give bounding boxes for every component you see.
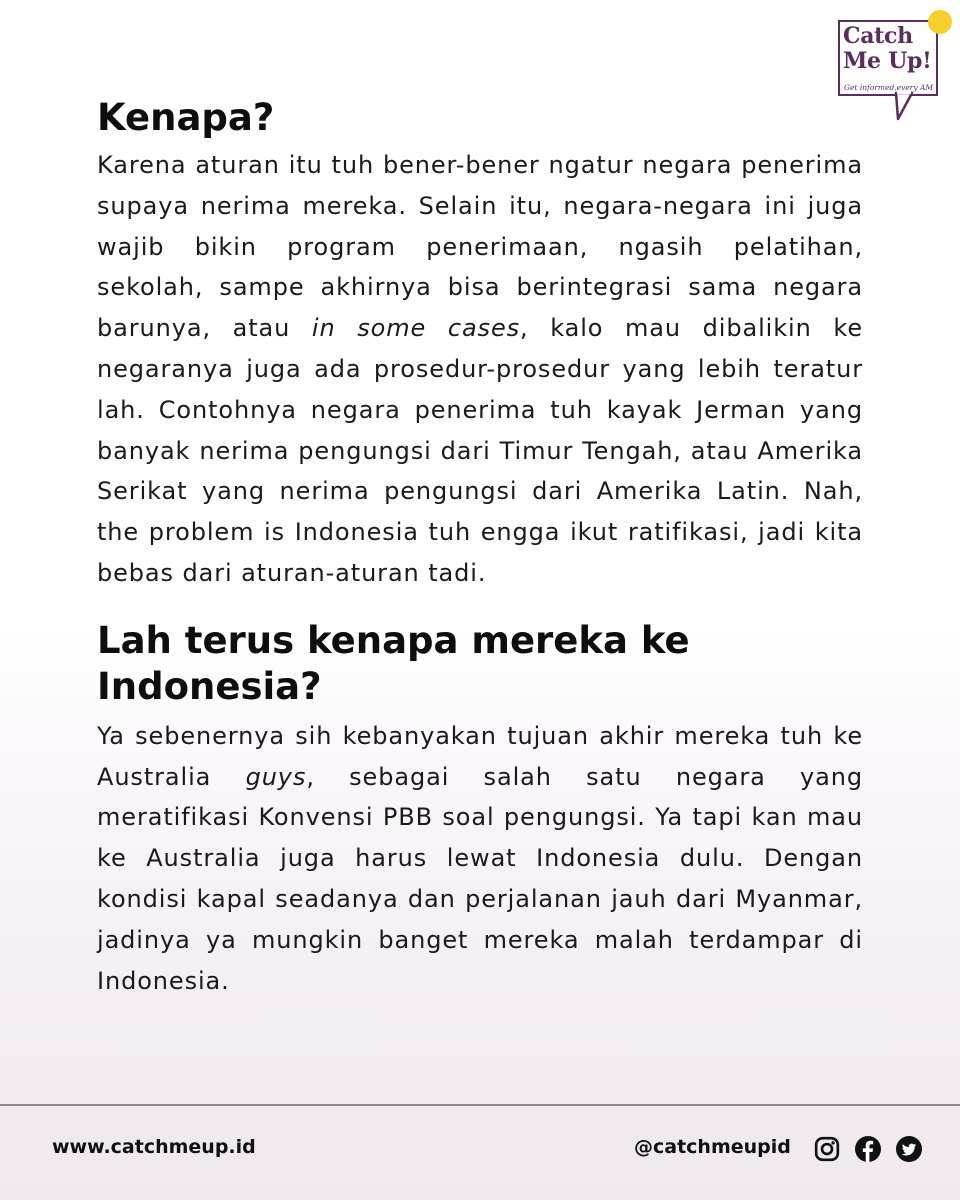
instagram-icon[interactable] bbox=[814, 1136, 840, 1162]
logo-yellow-dot bbox=[928, 10, 952, 34]
logo-line-1: Catch bbox=[843, 23, 913, 49]
website-link[interactable]: www.catchmeup.id bbox=[52, 1136, 256, 1158]
heading-line-1: Lah terus kenapa mereka ke bbox=[97, 618, 690, 662]
logo-speech-tail bbox=[894, 93, 920, 121]
body-text: , kalo mau dibalikin ke negaranya juga ada prosedur-prosedur yang lebih teratur lah. Contohnya negara penerima tuh kayak Jerman yang banyak nerima pengungsi dari Timur Tengah, atau Amerika Serikat yang nerima pengungsi dari Amerika Latin. Nah, the problem is Indonesia tuh engga ikut ratifikasi, jadi kita bebas dari aturan-aturan tadi. bbox=[97, 314, 863, 587]
body-italic-text: guys bbox=[245, 762, 307, 791]
social-handle[interactable]: @catchmeupid bbox=[634, 1136, 791, 1158]
logo-tagline: Get informed,every AM bbox=[844, 83, 934, 92]
facebook-icon[interactable] bbox=[855, 1136, 881, 1162]
body-text: , sebagai salah satu negara yang meratifikasi Konvensi PBB soal pengungsi. Ya tapi kan mau ke Australia juga harus lewat Indonesia dulu. Dengan kondisi kapal seadanya dan perjalanan jauh dari Myanmar, jadinya ya mungkin banget mereka malah terdampar di Indonesia. bbox=[97, 762, 864, 995]
body-text: Ya sebenernya sih kebanyakan tujuan akhir mereka tuh ke Australia bbox=[97, 721, 863, 791]
body-text: Karena aturan itu tuh bener-bener ngatur negara penerima supaya nerima mereka. Selain itu, negara-negara ini juga wajib bikin program penerimaan, ngasih pelatihan, sekolah, sampe akhirnya bisa berintegrasi sama negara barunya, atau bbox=[97, 151, 863, 343]
article-content bbox=[97, 95, 863, 1001]
logo-wordmark bbox=[843, 24, 931, 74]
section-heading-indonesia bbox=[97, 618, 863, 710]
brand-logo bbox=[838, 20, 942, 100]
logo-line-2: Me Up! bbox=[843, 48, 932, 74]
section-body-indonesia bbox=[97, 716, 863, 1002]
section-heading-kenapa: Kenapa? bbox=[97, 96, 275, 139]
footer-divider bbox=[0, 1104, 960, 1106]
section-body-kenapa bbox=[97, 145, 863, 594]
body-italic-text: in some cases bbox=[311, 314, 521, 343]
heading-line-2: Indonesia? bbox=[97, 664, 322, 708]
twitter-icon[interactable] bbox=[896, 1136, 922, 1162]
